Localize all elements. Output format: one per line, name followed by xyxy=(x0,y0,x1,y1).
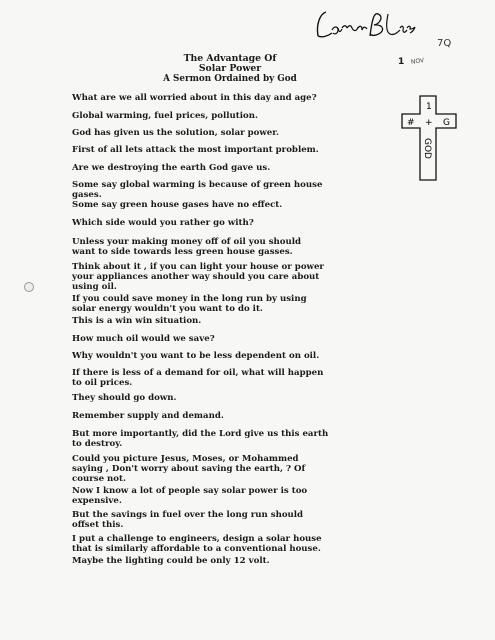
paragraph-line: Global warming, fuel prices, pollution. xyxy=(72,111,258,121)
paragraph-line: Think about it , if you can light your house or power xyxy=(72,262,324,272)
paragraph-line: They should go down. xyxy=(72,393,177,403)
paragraph-line: solar energy wouldn't you want to do it. xyxy=(72,304,263,314)
paragraph-line: saying , Don't worry about saving the earth, ? Of xyxy=(72,464,306,474)
paragraph-line: Now I know a lot of people say solar power is too xyxy=(72,486,308,496)
cross-text-top: 1 xyxy=(426,102,432,112)
handwritten-note-7q: 7Q xyxy=(437,38,452,49)
paragraph-line: First of all lets attack the most important problem. xyxy=(72,145,319,155)
paragraph-line: If there is less of a demand for oil, what will happen xyxy=(72,368,324,378)
paragraph-line: I put a challenge to engineers, design a solar house xyxy=(72,534,322,544)
paragraph-line: your appliances another way should you care about xyxy=(72,272,320,282)
paragraph-line: What are we all worried about in this day and age? xyxy=(72,93,317,103)
paragraph-line: want to side towards less green house gasses. xyxy=(72,247,293,257)
cross-text-right: G xyxy=(443,118,450,128)
handwritten-note-nov: NOV xyxy=(410,57,425,66)
paragraph-line: Remember supply and demand. xyxy=(72,411,224,421)
paragraph-line: Maybe the lighting could be only 12 volt. xyxy=(72,556,270,566)
paragraph-line: God has given us the solution, solar power. xyxy=(72,128,279,138)
cross-text-god: GOD xyxy=(422,138,432,159)
page-number: 1 xyxy=(398,57,405,67)
paragraph-line: Some say green house gases have no effect. xyxy=(72,200,283,210)
paragraph-line: course not. xyxy=(72,474,126,484)
cross-text-left: # xyxy=(407,118,415,128)
paragraph-line: Could you picture Jesus, Moses, or Mohammed xyxy=(72,454,299,464)
paragraph-line: Why wouldn't you want to be less dependent on oil. xyxy=(72,351,320,361)
paragraph-line: Unless your making money off of oil you should xyxy=(72,237,302,247)
paragraph-line: But the savings in fuel over the long run should xyxy=(72,510,304,520)
title-line-2: Solar Power xyxy=(198,63,262,74)
paragraph-line: using oil. xyxy=(72,282,117,292)
binder-hole xyxy=(24,282,34,292)
paragraph-line: to oil prices. xyxy=(72,378,133,388)
title-subtitle: A Sermon Ordained by God xyxy=(163,74,297,84)
paragraph-line: But more importantly, did the Lord give us this earth xyxy=(72,429,329,439)
paragraph-line: This is a win win situation. xyxy=(72,316,202,326)
paragraph-line: that is similarly affordable to a conventional house. xyxy=(72,544,321,554)
paragraph-line: If you could save money in the long run by using xyxy=(72,294,307,304)
paragraph-line: Are we destroying the earth God gave us. xyxy=(72,163,271,173)
paragraph-line: to destroy. xyxy=(72,439,123,449)
paragraph-line: How much oil would we save? xyxy=(72,334,215,344)
cross-text-center: + xyxy=(425,118,433,128)
document-title xyxy=(130,54,330,84)
paragraph-line: Which side would you rather go with? xyxy=(72,218,254,228)
paragraph-line: Some say global warming is because of green house xyxy=(72,180,323,190)
paragraph-line: offset this. xyxy=(72,520,124,530)
handwritten-signature xyxy=(312,6,422,46)
title-line-1: The Advantage Of xyxy=(183,53,277,64)
paragraph-line: gases. xyxy=(72,190,102,200)
paragraph-line: expensive. xyxy=(72,496,122,506)
